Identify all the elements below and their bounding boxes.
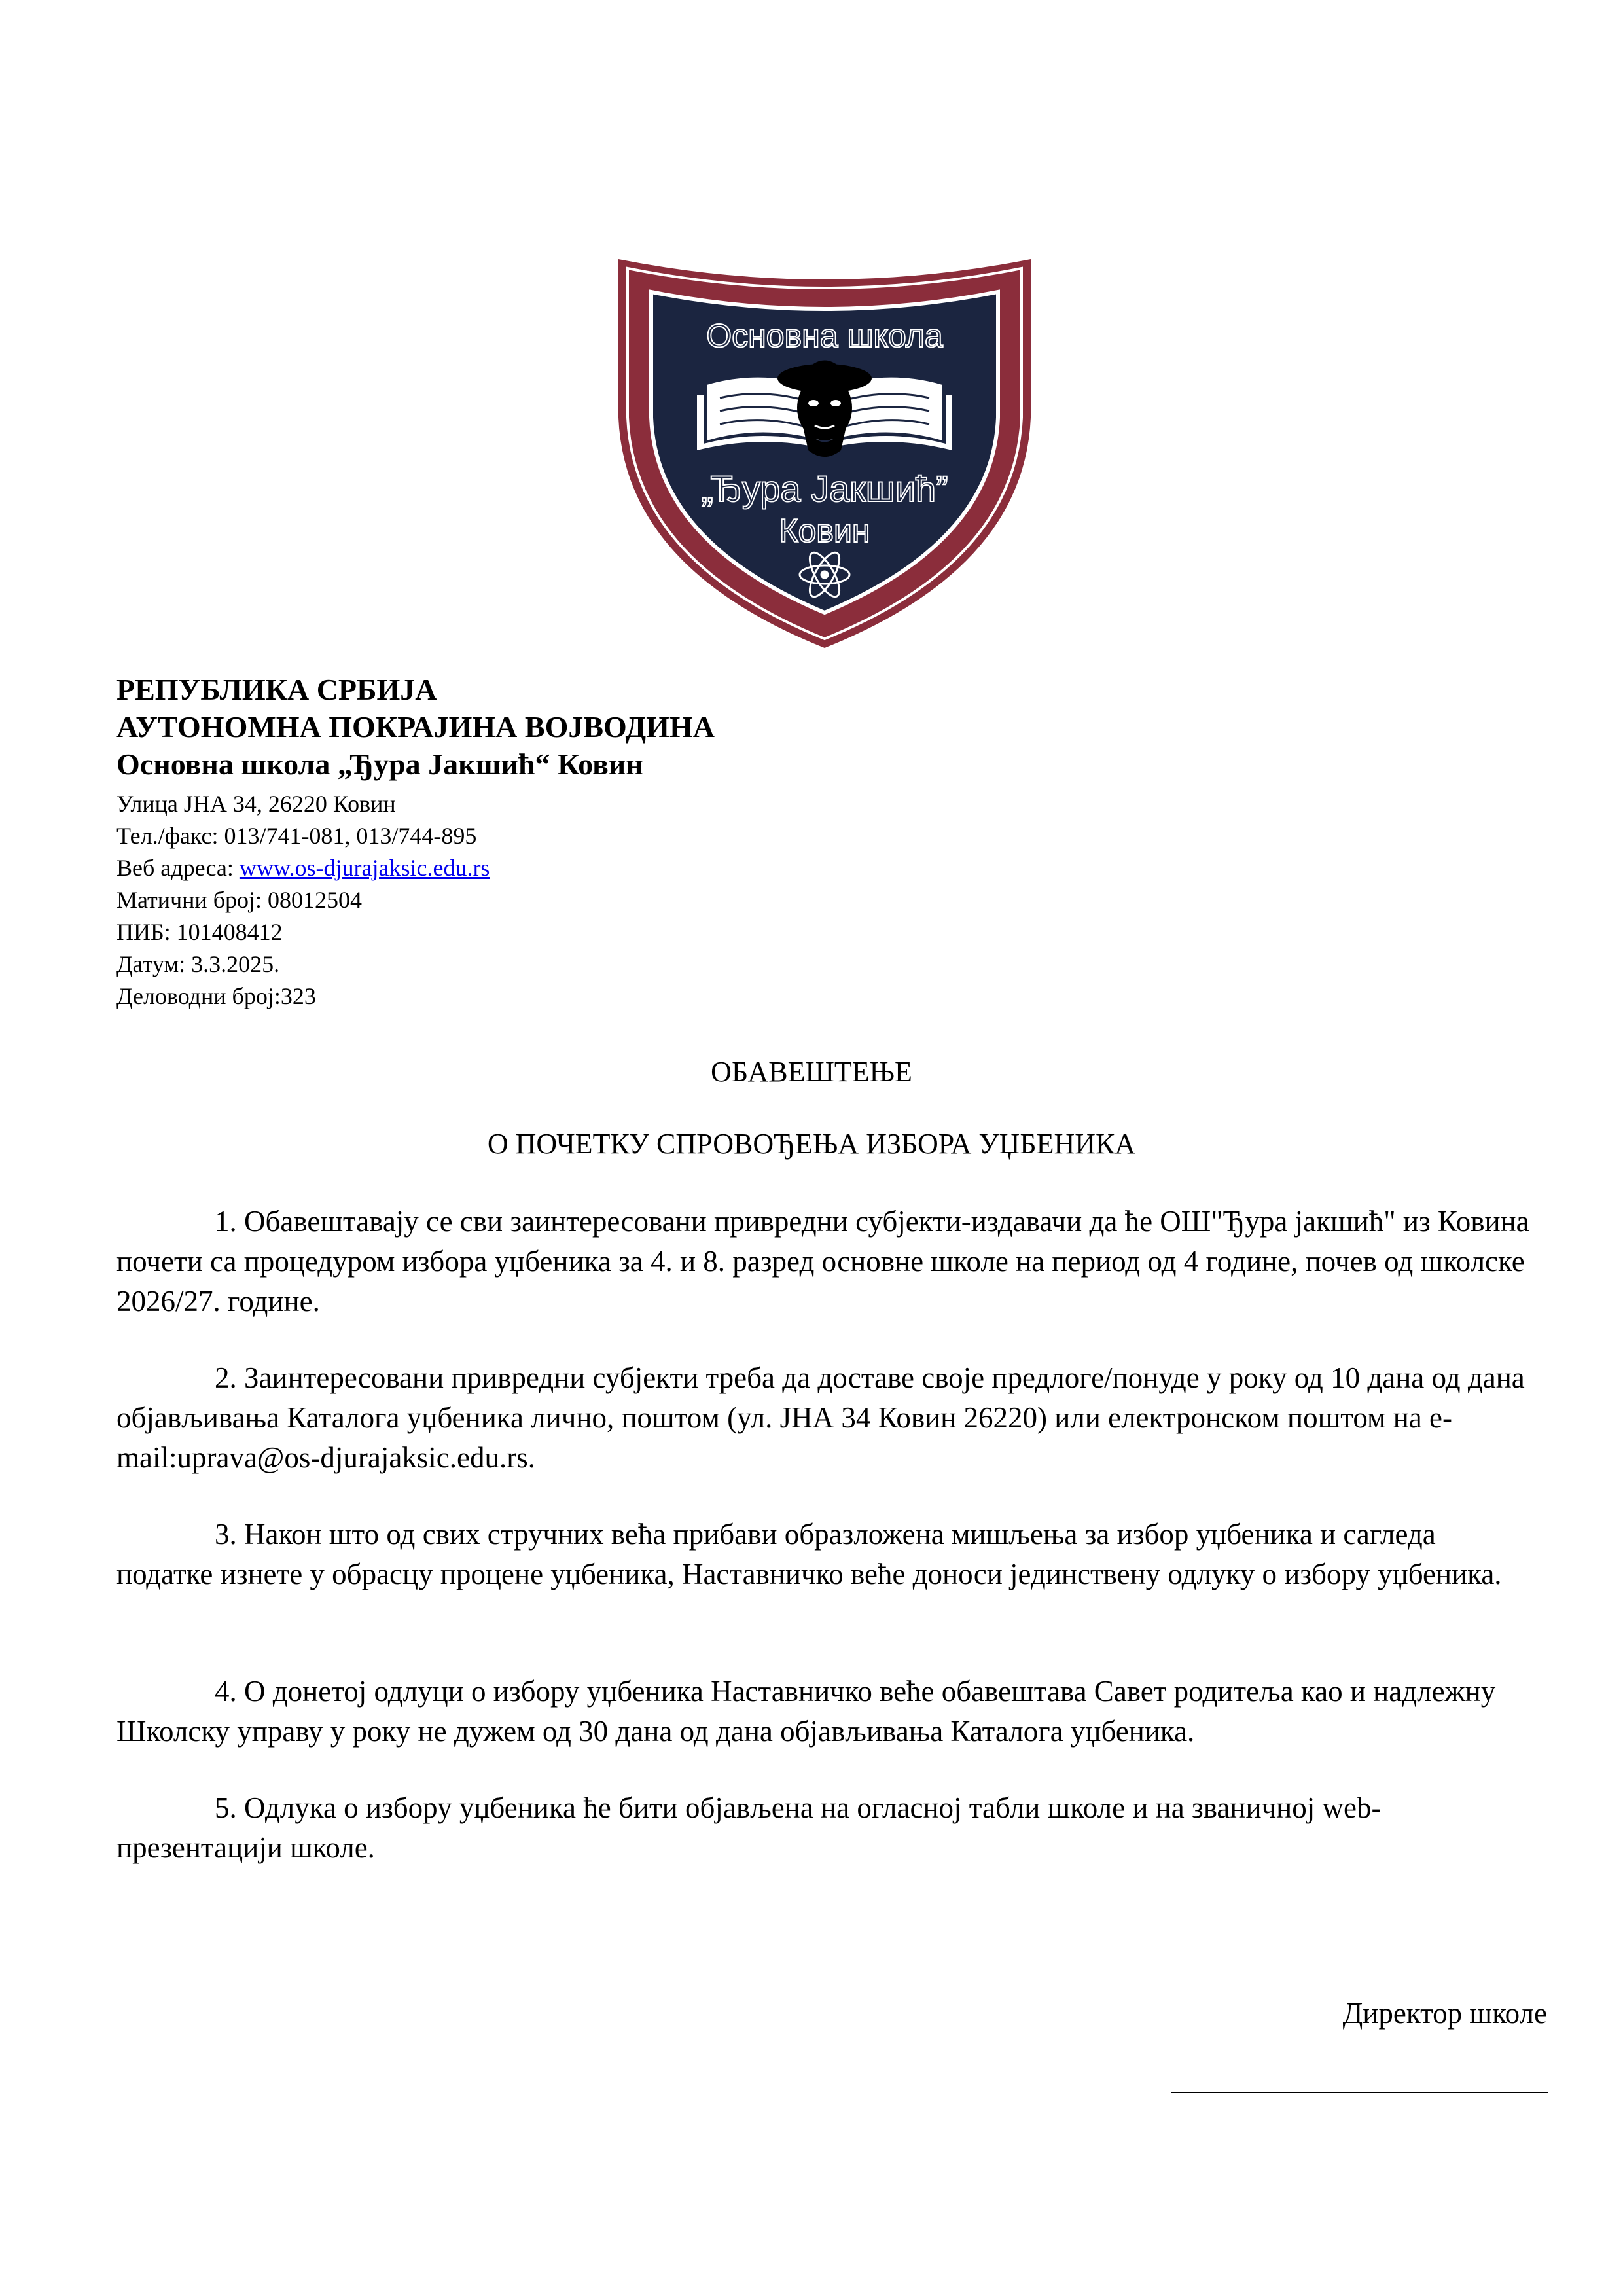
website-link[interactable]: www.os-djurajaksic.edu.rs bbox=[239, 855, 490, 881]
header-file-number: Деловодни број:323 bbox=[116, 983, 316, 1009]
notice-title: ОБАВЕШТЕЊЕ bbox=[711, 1056, 912, 1088]
logo-text-top: Основна школа bbox=[706, 317, 943, 354]
header-country: РЕПУБЛИКА СРБИЈА bbox=[116, 673, 437, 706]
header-date: Датум: 3.3.2025. bbox=[116, 951, 280, 977]
header-address: Улица ЈНА 34, 26220 Ковин bbox=[116, 791, 396, 817]
logo-text-city: Ковин bbox=[779, 512, 870, 549]
header-reg-number: Матични број: 08012504 bbox=[116, 887, 363, 913]
paragraph-4 bbox=[116, 1672, 1530, 1751]
logo-text-name: „Ђура Јакшић” bbox=[701, 468, 948, 509]
signature-line bbox=[1171, 2092, 1548, 2093]
header-web bbox=[116, 852, 490, 884]
header-school-name: Основна школа „Ђура Јакшић“ Ковин bbox=[116, 747, 643, 781]
header-web-label: Веб адреса: bbox=[116, 855, 240, 881]
header-pib: ПИБ: 101408412 bbox=[116, 919, 283, 945]
paragraph-4-text: 4. О донетој одлуци о избору уџбеника Наставничко веће обавештава Савет родитеља као и надлежну Школску управу у року не дужем од 30 дана од дана објављивања Каталога уџбеника. bbox=[116, 1675, 1496, 1748]
paragraph-3-text: 3. Након што од свих стручних већа прибави образложена мишљења за избор уџбеника и сагледа податке изнете у обрасцу процене уџбеника, Наставничко веће доноси јединствену одлуку о избору уџбеника. bbox=[116, 1518, 1502, 1590]
notice-subtitle: О ПОЧЕТКУ СПРОВОЂЕЊА ИЗБОРА УЏБЕНИКА bbox=[487, 1128, 1136, 1160]
header-province: АУТОНОМНА ПОКРАЈИНА ВОЈВОДИНА bbox=[116, 710, 715, 744]
director-title: Директор школе bbox=[1342, 1997, 1547, 2030]
paragraph-2 bbox=[116, 1358, 1530, 1478]
paragraph-1-text: 1. Обавештавају се сви заинтересовани привредни субјекти-издавачи да ће ОШ"Ђура јакшић" из Ковина почети са процедуром избора уџбеника за 4. и 8. разред основне школе на период од 4 године, почев од школске 2026/27. године. bbox=[116, 1205, 1529, 1318]
paragraph-5 bbox=[116, 1788, 1530, 1868]
paragraph-1 bbox=[116, 1202, 1530, 1321]
school-logo bbox=[605, 254, 1044, 653]
paragraph-3 bbox=[116, 1515, 1530, 1594]
header-phone: Тел./факс: 013/741-081, 013/744-895 bbox=[116, 823, 477, 849]
paragraph-2-text: 2. Заинтересовани привредни субјекти треба да доставе своје предлоге/понуде у року од 10 дана од дана објављивања Каталога уџбеника лично, поштом (ул. ЈНА 34 Ковин 26220) или електронском поштом на e-mail:uprava@os-djurajaksic.edu.rs. bbox=[116, 1361, 1525, 1474]
paragraph-5-text: 5. Одлука о избору уџбеника ће бити објављена на огласној табли школе и на званичној web-презентацији школе. bbox=[116, 1791, 1382, 1864]
